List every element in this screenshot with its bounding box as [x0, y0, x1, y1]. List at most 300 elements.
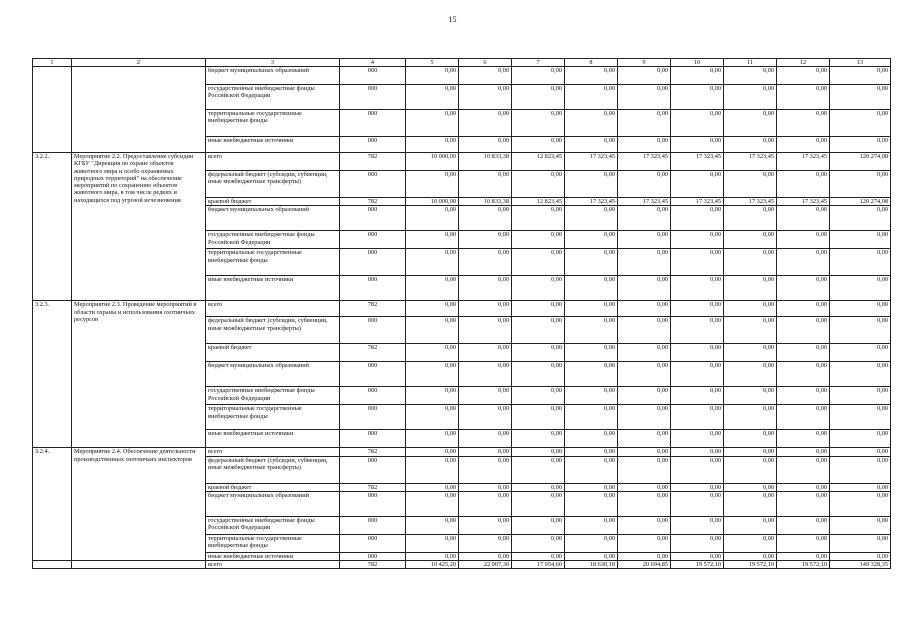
amount-cell: 0,00: [512, 491, 565, 516]
column-number-row: [33, 59, 891, 67]
amount-cell: 0,00: [777, 430, 830, 448]
amount-cell: 0,00: [565, 231, 618, 249]
amount-cell: 0,00: [724, 483, 777, 491]
admin-code: 000: [340, 231, 406, 249]
amount-cell: 120 274,08: [830, 198, 891, 206]
admin-code: 000: [340, 552, 406, 560]
admin-code: 000: [340, 67, 406, 85]
total-amount-cell: 149 328,35: [830, 561, 891, 569]
amount-cell: 0,00: [406, 276, 459, 301]
amount-cell: 0,00: [777, 110, 830, 137]
amount-cell: 0,00: [724, 344, 777, 362]
amount-cell: 0,00: [618, 430, 671, 448]
amount-cell: 0,00: [777, 405, 830, 430]
amount-cell: 0,00: [565, 430, 618, 448]
amount-cell: 0,00: [724, 171, 777, 198]
amount-cell: 0,00: [512, 344, 565, 362]
amount-cell: 0,00: [459, 276, 512, 301]
funding-source: территориальные государственные внебюджетные фонды: [206, 534, 340, 552]
amount-cell: 17 323,45: [671, 198, 724, 206]
funding-source: иные внебюджетные источники: [206, 276, 340, 301]
amount-cell: 0,00: [459, 249, 512, 276]
total-amount-cell: 22 907,30: [459, 561, 512, 569]
amount-cell: 0,00: [618, 67, 671, 85]
amount-cell: 0,00: [406, 231, 459, 249]
amount-cell: 0,00: [671, 301, 724, 317]
amount-cell: 0,00: [618, 448, 671, 456]
amount-cell: 0,00: [565, 448, 618, 456]
amount-cell: 0,00: [724, 362, 777, 387]
amount-cell: 0,00: [459, 137, 512, 153]
amount-cell: 0,00: [406, 317, 459, 344]
amount-cell: 0,00: [671, 276, 724, 301]
amount-cell: 17 323,45: [618, 153, 671, 171]
admin-code: 000: [340, 405, 406, 430]
item-index: 3.2.4.: [33, 448, 72, 561]
amount-cell: 0,00: [777, 171, 830, 198]
item-title: [72, 67, 206, 153]
amount-cell: 0,00: [512, 67, 565, 85]
table-row: [33, 301, 891, 317]
amount-cell: 0,00: [565, 276, 618, 301]
amount-cell: 12 823,45: [512, 198, 565, 206]
amount-cell: 0,00: [565, 456, 618, 483]
amount-cell: 0,00: [512, 276, 565, 301]
item-index: [33, 67, 72, 153]
amount-cell: 0,00: [406, 85, 459, 110]
amount-cell: 0,00: [565, 534, 618, 552]
amount-cell: 0,00: [671, 317, 724, 344]
amount-cell: 0,00: [459, 85, 512, 110]
total-amount-cell: 19 572,10: [671, 561, 724, 569]
amount-cell: 0,00: [618, 110, 671, 137]
amount-cell: 0,00: [777, 516, 830, 534]
amount-cell: 0,00: [406, 137, 459, 153]
item-title: Мероприятие 2.3. Проведение мероприятий в области охраны и использования охотничьих ресурсов: [72, 301, 206, 448]
amount-cell: 0,00: [565, 206, 618, 231]
amount-cell: 0,00: [406, 301, 459, 317]
admin-code: 000: [340, 317, 406, 344]
amount-cell: 0,00: [777, 249, 830, 276]
amount-cell: 0,00: [565, 85, 618, 110]
amount-cell: 0,00: [406, 456, 459, 483]
funding-source: всего: [206, 153, 340, 171]
amount-cell: 0,00: [459, 317, 512, 344]
table-row: [33, 448, 891, 456]
amount-cell: 0,00: [618, 362, 671, 387]
amount-cell: 0,00: [830, 483, 891, 491]
admin-code: 782: [340, 561, 406, 569]
amount-cell: 0,00: [671, 110, 724, 137]
column-number: 9: [618, 59, 671, 67]
funding-source: территориальные государственные внебюджетные фонды: [206, 249, 340, 276]
amount-cell: 0,00: [565, 552, 618, 560]
amount-cell: 17 323,45: [565, 153, 618, 171]
column-number: 5: [406, 59, 459, 67]
funding-source: государственные внебюджетные фонды Российской Федерации: [206, 387, 340, 405]
amount-cell: 0,00: [565, 344, 618, 362]
amount-cell: 0,00: [777, 483, 830, 491]
amount-cell: 0,00: [512, 137, 565, 153]
amount-cell: 0,00: [671, 344, 724, 362]
admin-code: 000: [340, 362, 406, 387]
amount-cell: 0,00: [565, 483, 618, 491]
amount-cell: 0,00: [671, 249, 724, 276]
funding-source: федеральный бюджет (субсидии, субвенции, иные межбюджетные трансферты): [206, 317, 340, 344]
amount-cell: 0,00: [406, 344, 459, 362]
amount-cell: 0,00: [406, 552, 459, 560]
amount-cell: 0,00: [777, 317, 830, 344]
amount-cell: 0,00: [512, 387, 565, 405]
column-number: 7: [512, 59, 565, 67]
amount-cell: 17 323,45: [618, 198, 671, 206]
admin-code: 000: [340, 110, 406, 137]
admin-code: 000: [340, 85, 406, 110]
amount-cell: 0,00: [459, 171, 512, 198]
amount-cell: 0,00: [406, 362, 459, 387]
amount-cell: 0,00: [512, 85, 565, 110]
amount-cell: 0,00: [618, 276, 671, 301]
amount-cell: 0,00: [618, 552, 671, 560]
amount-cell: 0,00: [565, 317, 618, 344]
amount-cell: 0,00: [618, 483, 671, 491]
column-number: 10: [671, 59, 724, 67]
amount-cell: 0,00: [565, 110, 618, 137]
column-number: 12: [777, 59, 830, 67]
amount-cell: 0,00: [671, 206, 724, 231]
amount-cell: 0,00: [512, 231, 565, 249]
amount-cell: 0,00: [459, 231, 512, 249]
amount-cell: 0,00: [459, 448, 512, 456]
amount-cell: 0,00: [830, 534, 891, 552]
amount-cell: 0,00: [777, 362, 830, 387]
amount-cell: 0,00: [830, 110, 891, 137]
amount-cell: 0,00: [671, 448, 724, 456]
amount-cell: 0,00: [459, 301, 512, 317]
admin-code: 782: [340, 198, 406, 206]
funding-source: краевой бюджет: [206, 198, 340, 206]
amount-cell: 10 833,38: [459, 153, 512, 171]
amount-cell: 0,00: [459, 362, 512, 387]
total-amount-cell: 19 572,10: [777, 561, 830, 569]
amount-cell: 0,00: [512, 171, 565, 198]
amount-cell: 0,00: [724, 387, 777, 405]
amount-cell: 0,00: [671, 456, 724, 483]
amount-cell: 0,00: [459, 516, 512, 534]
amount-cell: 17 323,45: [777, 198, 830, 206]
amount-cell: 0,00: [777, 206, 830, 231]
amount-cell: 0,00: [512, 430, 565, 448]
amount-cell: 0,00: [724, 249, 777, 276]
amount-cell: 0,00: [406, 206, 459, 231]
funding-source: бюджет муниципальных образований: [206, 491, 340, 516]
amount-cell: 0,00: [830, 430, 891, 448]
amount-cell: 0,00: [459, 456, 512, 483]
column-number: 3: [206, 59, 340, 67]
amount-cell: 0,00: [830, 67, 891, 85]
amount-cell: 0,00: [459, 67, 512, 85]
amount-cell: 0,00: [777, 534, 830, 552]
column-number: 4: [340, 59, 406, 67]
total-row: [33, 561, 891, 569]
amount-cell: 0,00: [830, 171, 891, 198]
amount-cell: 10 000,00: [406, 153, 459, 171]
amount-cell: 0,00: [830, 276, 891, 301]
amount-cell: 0,00: [406, 491, 459, 516]
funding-source: территориальные государственные внебюджетные фонды: [206, 405, 340, 430]
amount-cell: 0,00: [671, 137, 724, 153]
total-amount-cell: 19 572,10: [724, 561, 777, 569]
amount-cell: 0,00: [777, 276, 830, 301]
amount-cell: 0,00: [406, 405, 459, 430]
admin-code: 000: [340, 456, 406, 483]
total-amount-cell: 10 425,20: [406, 561, 459, 569]
table-row: [33, 153, 891, 171]
amount-cell: 0,00: [830, 231, 891, 249]
admin-code: 782: [340, 153, 406, 171]
amount-cell: 0,00: [671, 491, 724, 516]
funding-source: бюджет муниципальных образований: [206, 67, 340, 85]
amount-cell: 0,00: [565, 301, 618, 317]
amount-cell: 0,00: [671, 171, 724, 198]
amount-cell: 0,00: [565, 405, 618, 430]
amount-cell: 0,00: [459, 491, 512, 516]
funding-source: федеральный бюджет (субсидии, субвенции, иные межбюджетные трансферты): [206, 171, 340, 198]
admin-code: 782: [340, 448, 406, 456]
funding-source: иные внебюджетные источники: [206, 552, 340, 560]
amount-cell: 0,00: [565, 67, 618, 85]
amount-cell: 0,00: [618, 206, 671, 231]
amount-cell: 0,00: [459, 534, 512, 552]
amount-cell: 0,00: [724, 231, 777, 249]
amount-cell: 0,00: [724, 206, 777, 231]
amount-cell: 0,00: [671, 405, 724, 430]
amount-cell: 0,00: [724, 534, 777, 552]
amount-cell: 17 323,45: [565, 198, 618, 206]
amount-cell: 0,00: [777, 231, 830, 249]
amount-cell: 0,00: [671, 387, 724, 405]
table-row: [33, 67, 891, 85]
amount-cell: 17 323,45: [671, 153, 724, 171]
admin-code: 000: [340, 491, 406, 516]
amount-cell: 0,00: [459, 110, 512, 137]
amount-cell: 10 833,38: [459, 198, 512, 206]
amount-cell: 0,00: [512, 516, 565, 534]
amount-cell: 0,00: [830, 456, 891, 483]
amount-cell: 0,00: [618, 387, 671, 405]
amount-cell: 0,00: [565, 491, 618, 516]
admin-code: 000: [340, 387, 406, 405]
amount-cell: 0,00: [830, 85, 891, 110]
amount-cell: 0,00: [830, 516, 891, 534]
column-number: 11: [724, 59, 777, 67]
amount-cell: 0,00: [724, 430, 777, 448]
column-number: 13: [830, 59, 891, 67]
column-number: 1: [33, 59, 72, 67]
amount-cell: 0,00: [671, 362, 724, 387]
column-number: 2: [72, 59, 206, 67]
amount-cell: 0,00: [565, 171, 618, 198]
amount-cell: 0,00: [724, 317, 777, 344]
amount-cell: 0,00: [406, 249, 459, 276]
amount-cell: 120 274,08: [830, 153, 891, 171]
amount-cell: 12 823,45: [512, 153, 565, 171]
amount-cell: 0,00: [512, 249, 565, 276]
amount-cell: 0,00: [459, 206, 512, 231]
amount-cell: 0,00: [512, 448, 565, 456]
amount-cell: 0,00: [777, 448, 830, 456]
amount-cell: 0,00: [777, 456, 830, 483]
amount-cell: 0,00: [830, 552, 891, 560]
amount-cell: 0,00: [406, 110, 459, 137]
funding-source: краевой бюджет: [206, 344, 340, 362]
funding-source: государственные внебюджетные фонды Российской Федерации: [206, 85, 340, 110]
item-index: 3.2.2.: [33, 153, 72, 301]
page-number: 15: [448, 15, 457, 24]
column-number: 6: [459, 59, 512, 67]
empty-cell: [72, 561, 206, 569]
amount-cell: 0,00: [724, 516, 777, 534]
amount-cell: 0,00: [671, 231, 724, 249]
budget-table: [32, 58, 891, 569]
amount-cell: 0,00: [512, 317, 565, 344]
amount-cell: 0,00: [724, 67, 777, 85]
amount-cell: 0,00: [565, 362, 618, 387]
amount-cell: 0,00: [830, 491, 891, 516]
amount-cell: 0,00: [724, 448, 777, 456]
amount-cell: 0,00: [724, 456, 777, 483]
amount-cell: 0,00: [618, 516, 671, 534]
amount-cell: 0,00: [618, 491, 671, 516]
amount-cell: 0,00: [512, 456, 565, 483]
amount-cell: 0,00: [830, 387, 891, 405]
amount-cell: 17 323,45: [777, 153, 830, 171]
empty-cell: [33, 561, 72, 569]
amount-cell: 0,00: [618, 231, 671, 249]
amount-cell: 0,00: [777, 67, 830, 85]
amount-cell: 0,00: [459, 387, 512, 405]
amount-cell: 0,00: [671, 516, 724, 534]
admin-code: 000: [340, 137, 406, 153]
admin-code: 000: [340, 516, 406, 534]
amount-cell: 0,00: [777, 344, 830, 362]
amount-cell: 0,00: [830, 344, 891, 362]
amount-cell: 0,00: [618, 137, 671, 153]
amount-cell: 0,00: [830, 405, 891, 430]
amount-cell: 0,00: [830, 137, 891, 153]
table-body: [33, 67, 891, 569]
amount-cell: 0,00: [512, 552, 565, 560]
amount-cell: 0,00: [671, 534, 724, 552]
amount-cell: 0,00: [777, 387, 830, 405]
amount-cell: 0,00: [406, 448, 459, 456]
amount-cell: 0,00: [618, 317, 671, 344]
amount-cell: 0,00: [512, 483, 565, 491]
amount-cell: 0,00: [671, 85, 724, 110]
amount-cell: 0,00: [406, 171, 459, 198]
amount-cell: 0,00: [565, 387, 618, 405]
total-amount-cell: 18 630,10: [565, 561, 618, 569]
amount-cell: 10 000,00: [406, 198, 459, 206]
admin-code: 000: [340, 534, 406, 552]
amount-cell: 0,00: [830, 301, 891, 317]
amount-cell: 0,00: [618, 249, 671, 276]
item-title: Мероприятие 2.2. Предоставление субсидии КГБУ "Дирекция по охране объектов животного мира и особо охраняемых природных территорий" на обеспечение мероприятий по сохранению объектов животного мира, в том числе редких и находящихся под угрозой исчезновения: [72, 153, 206, 301]
amount-cell: 0,00: [565, 249, 618, 276]
funding-source: государственные внебюджетные фонды Российской Федерации: [206, 516, 340, 534]
amount-cell: 0,00: [406, 483, 459, 491]
admin-code: 782: [340, 344, 406, 362]
admin-code: 000: [340, 249, 406, 276]
amount-cell: 0,00: [830, 448, 891, 456]
amount-cell: 0,00: [512, 301, 565, 317]
amount-cell: 0,00: [406, 67, 459, 85]
admin-code: 782: [340, 483, 406, 491]
amount-cell: 0,00: [406, 430, 459, 448]
amount-cell: 0,00: [830, 206, 891, 231]
amount-cell: 0,00: [724, 137, 777, 153]
item-title: Мероприятие 2.4. Обеспечение деятельности производственных охотничьих инспекторов: [72, 448, 206, 561]
amount-cell: 0,00: [618, 171, 671, 198]
admin-code: 782: [340, 301, 406, 317]
funding-source: иные внебюджетные источники: [206, 137, 340, 153]
amount-cell: 0,00: [671, 552, 724, 560]
amount-cell: 0,00: [512, 534, 565, 552]
amount-cell: 0,00: [406, 516, 459, 534]
amount-cell: 0,00: [459, 405, 512, 430]
amount-cell: 0,00: [777, 491, 830, 516]
funding-source: краевой бюджет: [206, 483, 340, 491]
amount-cell: 0,00: [830, 249, 891, 276]
amount-cell: 0,00: [724, 85, 777, 110]
amount-cell: 0,00: [724, 552, 777, 560]
funding-source: бюджет муниципальных образований: [206, 362, 340, 387]
amount-cell: 0,00: [512, 362, 565, 387]
amount-cell: 0,00: [671, 67, 724, 85]
amount-cell: 0,00: [512, 405, 565, 430]
amount-cell: 0,00: [618, 301, 671, 317]
amount-cell: 0,00: [724, 110, 777, 137]
amount-cell: 17 323,45: [724, 198, 777, 206]
funding-source: всего: [206, 301, 340, 317]
funding-source: всего: [206, 448, 340, 456]
amount-cell: 0,00: [459, 483, 512, 491]
amount-cell: 0,00: [777, 137, 830, 153]
amount-cell: 0,00: [724, 405, 777, 430]
amount-cell: 0,00: [830, 317, 891, 344]
amount-cell: 0,00: [459, 344, 512, 362]
amount-cell: 0,00: [777, 85, 830, 110]
amount-cell: 0,00: [777, 552, 830, 560]
amount-cell: 0,00: [618, 456, 671, 483]
admin-code: 000: [340, 206, 406, 231]
funding-source: федеральный бюджет (субсидии, субвенции, иные межбюджетные трансферты): [206, 456, 340, 483]
total-amount-cell: 17 954,60: [512, 561, 565, 569]
amount-cell: 0,00: [565, 137, 618, 153]
item-index: 3.2.3.: [33, 301, 72, 448]
total-amount-cell: 20 694,85: [618, 561, 671, 569]
amount-cell: 0,00: [512, 110, 565, 137]
admin-code: 000: [340, 430, 406, 448]
amount-cell: 0,00: [724, 276, 777, 301]
amount-cell: 0,00: [512, 206, 565, 231]
amount-cell: 0,00: [777, 301, 830, 317]
amount-cell: 0,00: [565, 516, 618, 534]
column-number: 8: [565, 59, 618, 67]
amount-cell: 0,00: [830, 362, 891, 387]
funding-source: бюджет муниципальных образований: [206, 206, 340, 231]
admin-code: 000: [340, 171, 406, 198]
